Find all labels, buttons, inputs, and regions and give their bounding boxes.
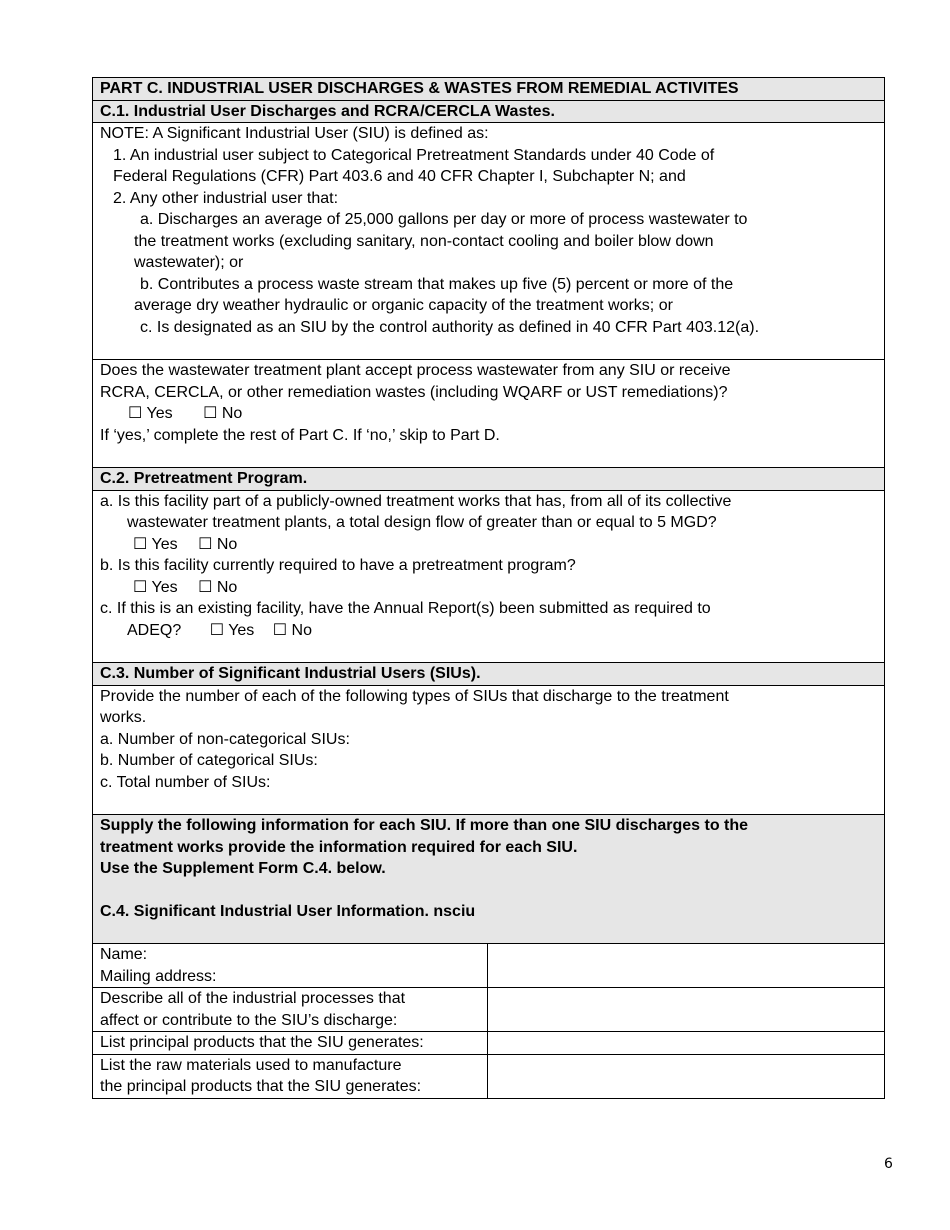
note-line: wastewater); or (134, 254, 244, 271)
qb-no-checkbox[interactable]: ☐ No (198, 578, 238, 596)
pretreatment-block (93, 490, 885, 663)
note-line: a. Discharges an average of 25,000 gallons per day or more of process wastewater to (140, 211, 748, 228)
note-line: Federal Regulations (CFR) Part 403.6 and 40 CFR Chapter I, Subchapter N; and (113, 168, 686, 185)
raw-materials-label-line: the principal products that the SIU generates: (100, 1078, 422, 1095)
c3-title: C.3. Number of Significant Industrial Users (SIUs). (93, 663, 885, 686)
products-field[interactable] (488, 1032, 885, 1055)
siu-yes-checkbox[interactable]: ☐ Yes (128, 405, 173, 422)
name-address-label (93, 944, 488, 988)
note-line: b. Contributes a process waste stream that makes up five (5) percent or more of the (140, 275, 734, 293)
total-count-field[interactable]: c. Total number of SIUs: (100, 773, 271, 791)
qb-yes-checkbox[interactable]: ☐ Yes (133, 578, 178, 596)
part-c-form (92, 77, 885, 1099)
c4-title: C.4. Significant Industrial User Information. nsciu (100, 902, 476, 920)
supply-instructions (93, 815, 885, 944)
question-a-cont: wastewater treatment plants, a total design flow of greater than or equal to 5 MGD? (127, 514, 717, 531)
note-line: 2. Any other industrial user that: (113, 189, 339, 207)
question-c: c. If this is an existing facility, have the Annual Report(s) been submitted as required to (100, 600, 711, 617)
qa-no-checkbox[interactable]: ☐ No (198, 535, 238, 553)
name-label: Name: (100, 946, 148, 963)
qc-yes-checkbox[interactable]: ☐ Yes (209, 621, 255, 639)
noncategorical-count-field[interactable]: a. Number of non-categorical SIUs: (100, 730, 350, 748)
c1-title: C.1. Industrial User Discharges and RCRA/CERCLA Wastes. (93, 100, 885, 123)
question-b: b. Is this facility currently required to have a pretreatment program? (100, 557, 576, 574)
page-number: 6 (884, 1156, 893, 1172)
question-a: a. Is this facility part of a publicly-owned treatment works that has, from all of its collective (100, 492, 732, 510)
name-address-field[interactable] (488, 944, 885, 988)
note-line: NOTE: A Significant Industrial User (SIU) is defined as: (100, 125, 489, 142)
note-line: the treatment works (excluding sanitary, non-contact cooling and boiler blow down (134, 232, 714, 250)
supply-line: treatment works provide the information required for each SIU. (100, 838, 578, 856)
raw-materials-label (93, 1054, 488, 1098)
part-title: PART C. INDUSTRIAL USER DISCHARGES & WASTES FROM REMEDIAL ACTIVITES (93, 78, 885, 101)
question-line: RCRA, CERCLA, or other remediation wastes (including WQARF or UST remediations)? (100, 383, 728, 401)
skip-instruction: If ‘yes,’ complete the rest of Part C. If ‘no,’ skip to Part D. (100, 426, 500, 444)
siu-definition-note (93, 123, 885, 360)
raw-materials-label-line: List the raw materials used to manufacture (100, 1056, 402, 1074)
mailing-address-label: Mailing address: (100, 967, 217, 985)
products-label-line: List principal products that the SIU generates: (100, 1034, 424, 1051)
processes-label-line: Describe all of the industrial processes that (100, 990, 406, 1007)
siu-question-block (93, 360, 885, 468)
supply-line: Use the Supplement Form C.4. below. (100, 860, 386, 877)
processes-label-line: affect or contribute to the SIU’s discharge: (100, 1011, 398, 1029)
qc-no-checkbox[interactable]: ☐ No (272, 621, 313, 639)
qa-yes-checkbox[interactable]: ☐ Yes (133, 535, 178, 553)
siu-count-block (93, 685, 885, 815)
raw-materials-field[interactable] (488, 1054, 885, 1098)
categorical-count-field[interactable]: b. Number of categorical SIUs: (100, 752, 318, 769)
note-line: c. Is designated as an SIU by the control authority as defined in 40 CFR Part 403.12(a). (140, 318, 760, 336)
siu-no-checkbox[interactable]: ☐ No (203, 405, 243, 422)
c2-title: C.2. Pretreatment Program. (93, 468, 885, 491)
note-line: 1. An industrial user subject to Categorical Pretreatment Standards under 40 Code of (113, 146, 715, 164)
question-c-cont: ADEQ? (127, 621, 182, 639)
processes-label (93, 988, 488, 1032)
c3-intro: Provide the number of each of the following types of SIUs that discharge to the treatment (100, 687, 729, 705)
processes-field[interactable] (488, 988, 885, 1032)
supply-line: Supply the following information for each SIU. If more than one SIU discharges to the (100, 817, 749, 834)
question-line: Does the wastewater treatment plant accept process wastewater from any SIU or receive (100, 362, 731, 379)
c3-intro-cont: works. (100, 709, 147, 726)
products-label (93, 1032, 488, 1055)
note-line: average dry weather hydraulic or organic capacity of the treatment works; or (134, 297, 673, 314)
